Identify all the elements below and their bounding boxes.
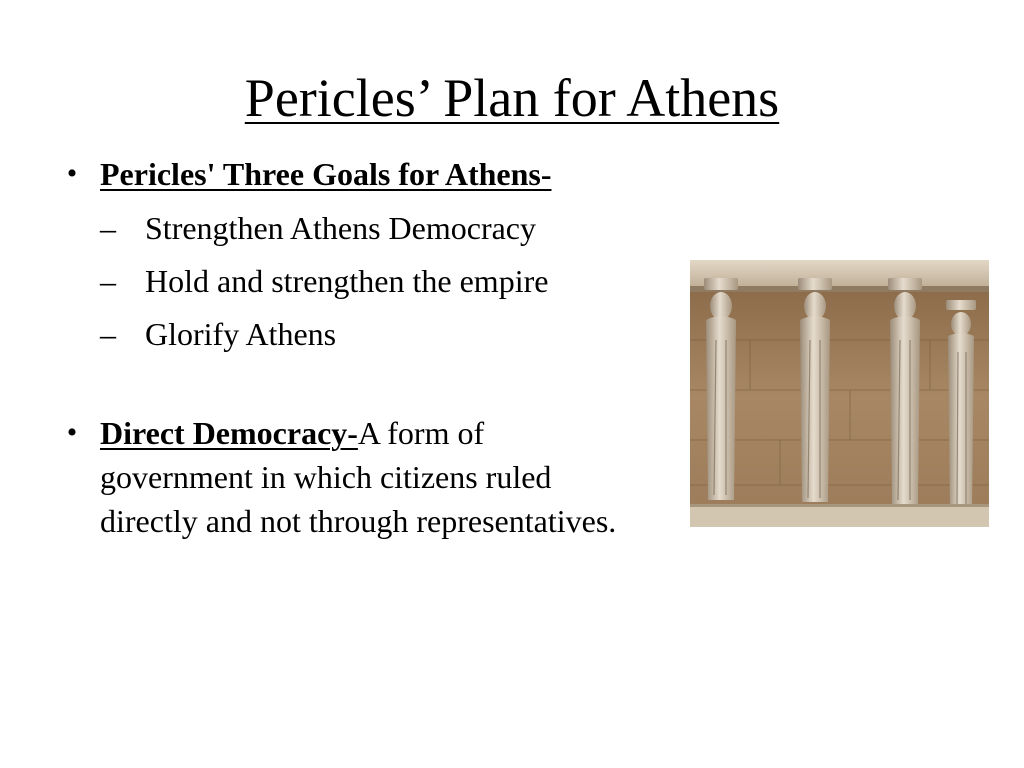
- podium: [690, 504, 989, 527]
- goal-item: [60, 308, 640, 361]
- direct-democracy-term: Direct Democracy-: [100, 415, 358, 451]
- caryatid-porch-photo: [690, 260, 989, 527]
- dash-icon: –: [100, 316, 116, 352]
- goal-text: Hold and strengthen the empire: [145, 263, 549, 299]
- bullet-icon: •: [66, 157, 78, 190]
- podium-edge: [690, 504, 989, 507]
- goals-list: [60, 202, 640, 361]
- bullet-direct-democracy: [60, 411, 640, 543]
- slide-title: Pericles’ Plan for Athens: [244, 68, 780, 128]
- goal-text: Glorify Athens: [145, 316, 337, 352]
- dash-icon: –: [100, 263, 116, 299]
- goal-item: [60, 202, 640, 255]
- goal-item: [60, 255, 640, 308]
- direct-democracy-definition: A form of government in which citizens ruled directly and not through representatives.: [100, 415, 617, 539]
- bullet-goals: [60, 152, 640, 196]
- dash-icon: –: [100, 210, 116, 246]
- slide-content: [60, 152, 640, 543]
- bullet-icon: •: [66, 416, 78, 449]
- spacer: [60, 361, 640, 411]
- goals-heading: Pericles' Three Goals for Athens-: [100, 156, 552, 192]
- goal-text: Strengthen Athens Democracy: [145, 210, 536, 246]
